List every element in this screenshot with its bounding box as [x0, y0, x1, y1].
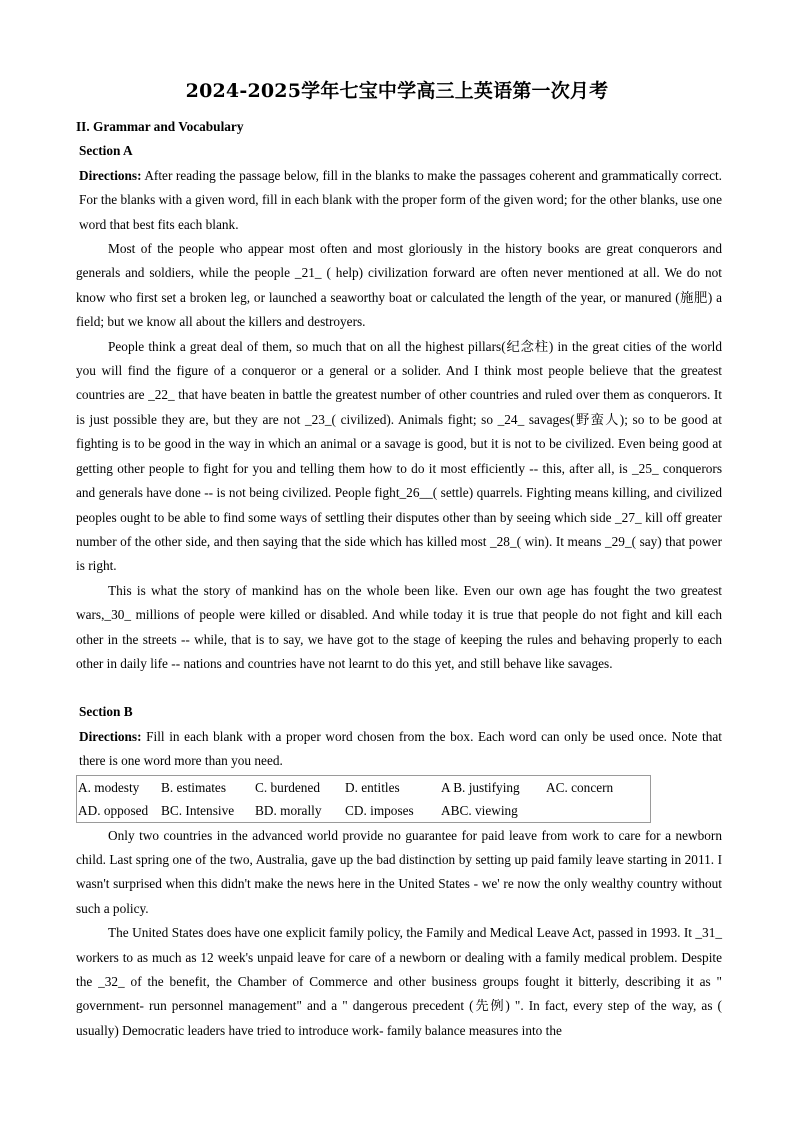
word-box-option: A B. justifying	[441, 779, 520, 795]
section-b-directions-label: Directions:	[79, 728, 142, 744]
word-box	[76, 775, 651, 823]
section-b-directions	[76, 725, 722, 774]
word-box-row	[77, 775, 651, 799]
section-a-directions-label: Directions:	[79, 167, 142, 183]
document-title: 2024-2025学年七宝中学高三上英语第一次月考	[185, 80, 609, 102]
word-box-option: CD. imposes	[345, 802, 414, 818]
section-b-paragraph-1: Only two countries in the advanced world provide no guarantee for paid leave from work to care for a newborn child. Last spring one of the two, Australia, gave up the bad distinction by setting up paid family leave starting in 2011. I wasn't surprised when this didn't make the news here in the United States - we' re now the only wealthy country without such a policy.	[76, 827, 722, 916]
section-a-heading: Section A	[79, 143, 133, 159]
word-box-option: AC. concern	[546, 779, 614, 795]
section-a-directions-text: After reading the passage below, fill in the blanks to make the passages coherent and grammatically correct. For the blanks with a given word, fill in each blank with the proper form of the given word; for the other blanks, use one word that best fits each blank.	[79, 167, 722, 232]
word-box-row	[77, 799, 651, 823]
word-box-option: BC. Intensive	[161, 802, 235, 818]
section-a-paragraph-3: This is what the story of mankind has on the whole been like. Even our own age has fought the two greatest wars,_30_ millions of people were killed or disabled. And while today it is true that people do not fight and kill each other in the streets -- while, that is to say, we have got to the stage of keeping the rules and behaving properly to each other in daily life -- nations and countries have not learnt to do this yet, and still behave like savages.	[76, 582, 722, 671]
word-box-option: C. burdened	[255, 779, 320, 795]
section-a-paragraph-1: Most of the people who appear most often and most gloriously in the history books are great conquerors and generals and soldiers, while the people _21_ ( help) civilization forward are often never mentioned at all. We do not know who first set a broken leg, or launched a seaworthy boat or calculated the length of the year, or manured (施肥) a field; but we know all about the killers and destroyers.	[76, 241, 722, 330]
word-box-option: AD. opposed	[78, 802, 149, 818]
part-heading: II. Grammar and Vocabulary	[76, 119, 244, 134]
document-body	[76, 115, 722, 1043]
section-b-heading: Section B	[79, 704, 133, 720]
section-a-paragraph-2: People think a great deal of them, so much that on all the highest pillars(纪念柱) in the great cities of the world you will find the figure of a conqueror or a general or a solider. And I think most people believe that the greatest countries are _22_ that have beaten in battle the greatest number of other countries and ruled over them as conquerors. It is just possible they are, but they are not _23_( civilized). Animals fight; so _24_ savages(野蛮人); so to be good at fighting is to be good in the way in which an animal or a savage is good, but it is not to be civilized. Even being good at getting other people to fight for you and telling them how to do it most efficiently -- this, after all, is _25_ conquerors and generals have done -- is not being civilized. People fight_26__( settle) quarrels. Fighting means killing, and civilized peoples ought to be able to find some ways of settling their disputes other than by seeing which side _27_ kill off greater number of the other side, and then saying that the side which has killed most _28_( win). It means _29_( say) that power is right.	[76, 338, 722, 574]
section-spacer	[76, 676, 722, 700]
word-box-option: BD. morally	[255, 802, 322, 818]
word-box-option	[545, 799, 651, 823]
word-box-option: B. estimates	[161, 779, 226, 795]
word-box-option: A. modesty	[78, 779, 140, 795]
word-box-option: D. entitles	[345, 779, 400, 795]
word-box-option: ABC. viewing	[441, 802, 518, 818]
section-b-directions-text: Fill in each blank with a proper word chosen from the box. Each word can only be used once. Note that there is one word more than you need.	[79, 728, 722, 769]
section-b-paragraph-2: The United States does have one explicit family policy, the Family and Medical Leave Act, passed in 1993. It _31_ workers to as much as 12 week's unpaid leave for care of a newborn or dealing with a family medical problem. Despite the _32_ of the benefit, the Chamber of Commerce and other business groups fought it bitterly, describing it as " government- run personnel management" and a " dangerous precedent (先例) ". In fact, every step of the way, as ( usually) Democratic leaders have tried to introduce work- family balance measures into the	[76, 925, 722, 1038]
section-a-directions	[76, 164, 722, 237]
